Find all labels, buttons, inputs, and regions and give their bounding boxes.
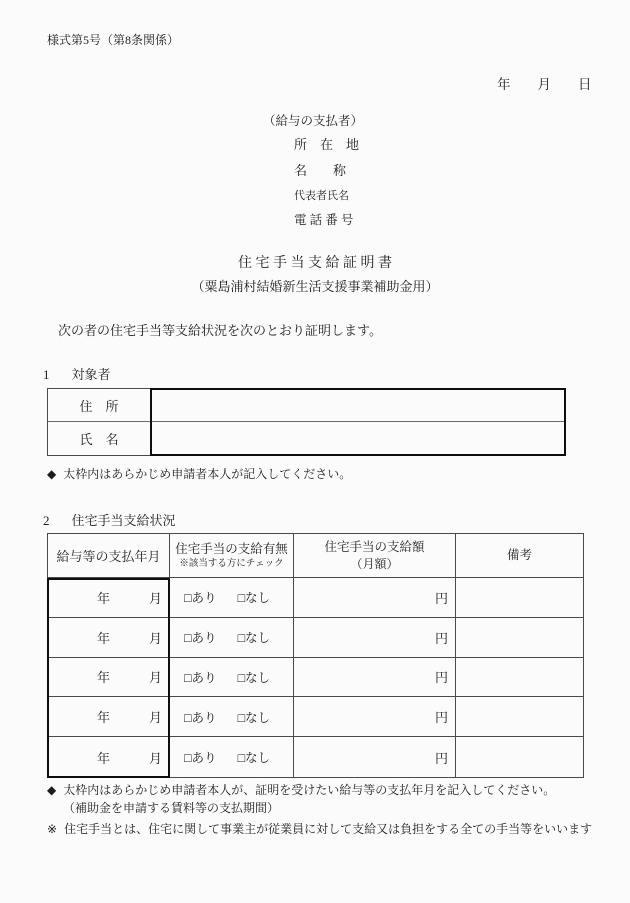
payer-heading: （給与の支払者） [263, 114, 364, 128]
yen-unit-label: 円 [434, 630, 448, 646]
col-header-presence [170, 534, 294, 578]
month-label: 月 [148, 590, 162, 606]
month-label: 月 [148, 630, 162, 646]
section1-number: 1 [43, 367, 50, 382]
date-year-label: 年 [497, 77, 511, 92]
payment-month-cell-1[interactable] [48, 578, 170, 618]
payment-month-cell-2[interactable] [48, 618, 170, 658]
checkbox-option-ari-5[interactable]: □あり [184, 751, 217, 766]
yen-unit-label: 円 [434, 590, 448, 606]
amount-cell-3[interactable] [294, 658, 456, 698]
col-header-remarks-label: 備考 [506, 548, 532, 563]
col-header-presence-main: 住宅手当の支給有無 [175, 541, 288, 556]
diamond-bullet-icon: ◆ [47, 783, 57, 797]
yen-unit-label: 円 [434, 670, 448, 686]
payment-month-cell-3[interactable] [48, 658, 170, 698]
checkbox-option-nashi-3[interactable]: □なし [237, 670, 271, 685]
checkbox-option-nashi-5[interactable]: □なし [237, 751, 271, 766]
payer-name-label: 名 称 [294, 163, 347, 178]
section2-title: 住宅手当支給状況 [71, 513, 176, 528]
col-header-presence-note: ※該当する方にチェック [179, 558, 284, 569]
section2-note1-text: 太枠内はあらかじめ申請者本人が、証明を受けたい給与等の支払年月を記入してください。 [63, 783, 556, 797]
year-label: 年 [97, 750, 111, 766]
applicant-table [47, 388, 566, 456]
date-month-label: 月 [537, 77, 551, 92]
date-day-label: 日 [578, 77, 592, 92]
month-label: 月 [148, 750, 162, 766]
checkbox-option-ari-2[interactable]: □あり [184, 631, 217, 646]
presence-cell-5 [170, 737, 294, 777]
date-line [497, 73, 592, 93]
remarks-cell-5[interactable] [456, 737, 583, 777]
month-label: 月 [148, 710, 162, 726]
reference-mark-icon: ※ [47, 822, 58, 836]
amount-cell-4[interactable] [294, 697, 456, 737]
section2-number: 2 [43, 513, 50, 528]
section1-heading [43, 364, 111, 383]
payer-representative-label: 代表者氏名 [294, 190, 349, 202]
remarks-cell-4[interactable] [456, 697, 583, 737]
section2-note2 [47, 820, 592, 837]
name-input-cell[interactable] [150, 422, 565, 455]
presence-cell-4 [170, 697, 294, 737]
presence-cell-3 [170, 658, 294, 698]
checkbox-option-ari-4[interactable]: □あり [184, 710, 217, 725]
section2-heading [43, 510, 176, 529]
col-header-payment-month: 給与等の支払年月 [48, 534, 170, 578]
col-header-amount-main: 住宅手当の支給額 [324, 539, 425, 554]
payer-address-label: 所 在 地 [294, 137, 360, 152]
checkbox-option-ari-3[interactable]: □あり [184, 670, 217, 685]
section1-title: 対象者 [71, 367, 111, 382]
col-header-amount [294, 534, 456, 578]
year-label: 年 [97, 590, 111, 606]
payment-month-cell-5[interactable] [48, 737, 170, 777]
presence-cell-2 [170, 618, 294, 658]
month-label: 月 [148, 670, 162, 686]
section1-note [47, 465, 351, 482]
checkbox-option-nashi-1[interactable]: □なし [237, 591, 271, 606]
document-subtitle: （粟島浦村結婚新生活支援事業補助金用） [191, 279, 439, 294]
form-number: 様式第5号（第8条関係） [47, 33, 180, 47]
address-input-cell[interactable] [150, 389, 565, 422]
address-label-cell: 住 所 [48, 389, 150, 422]
section2-note1 [47, 781, 555, 798]
diamond-bullet-icon: ◆ [47, 467, 57, 481]
section2-note2-text: 住宅手当とは、住宅に関して事業主が従業員に対して支給又は負担をする全ての手当等をいいます [64, 822, 593, 836]
yen-unit-label: 円 [434, 750, 448, 766]
col-header-remarks [456, 534, 583, 578]
payer-phone-label: 電 話 番 号 [294, 213, 354, 227]
name-label-cell: 氏 名 [79, 432, 119, 447]
checkbox-option-ari-1[interactable]: □あり [184, 591, 217, 606]
presence-cell-1 [170, 578, 294, 618]
year-label: 年 [97, 670, 111, 686]
checkbox-option-nashi-2[interactable]: □なし [237, 631, 271, 646]
remarks-cell-3[interactable] [456, 658, 583, 698]
checkbox-option-nashi-4[interactable]: □なし [237, 710, 271, 725]
payment-month-cell-4[interactable] [48, 697, 170, 737]
col-header-amount-sub: （月額） [350, 556, 399, 571]
allowance-status-table [47, 533, 584, 778]
amount-cell-2[interactable] [294, 618, 456, 658]
section1-note-text: 太枠内はあらかじめ申請者本人が記入してください。 [63, 467, 352, 481]
remarks-cell-1[interactable] [456, 578, 583, 618]
section2-note1-sub: （補助金を申請する賃料等の支払期間） [63, 801, 280, 815]
yen-unit-label: 円 [434, 710, 448, 726]
year-label: 年 [97, 630, 111, 646]
year-label: 年 [97, 710, 111, 726]
document-title: 住 宅 手 当 支 給 証 明 書 [238, 256, 392, 271]
remarks-cell-2[interactable] [456, 618, 583, 658]
declaration-text: 次の者の住宅手当等支給状況を次のとおり証明します。 [58, 323, 382, 338]
amount-cell-1[interactable] [294, 578, 456, 618]
amount-cell-5[interactable] [294, 737, 456, 777]
